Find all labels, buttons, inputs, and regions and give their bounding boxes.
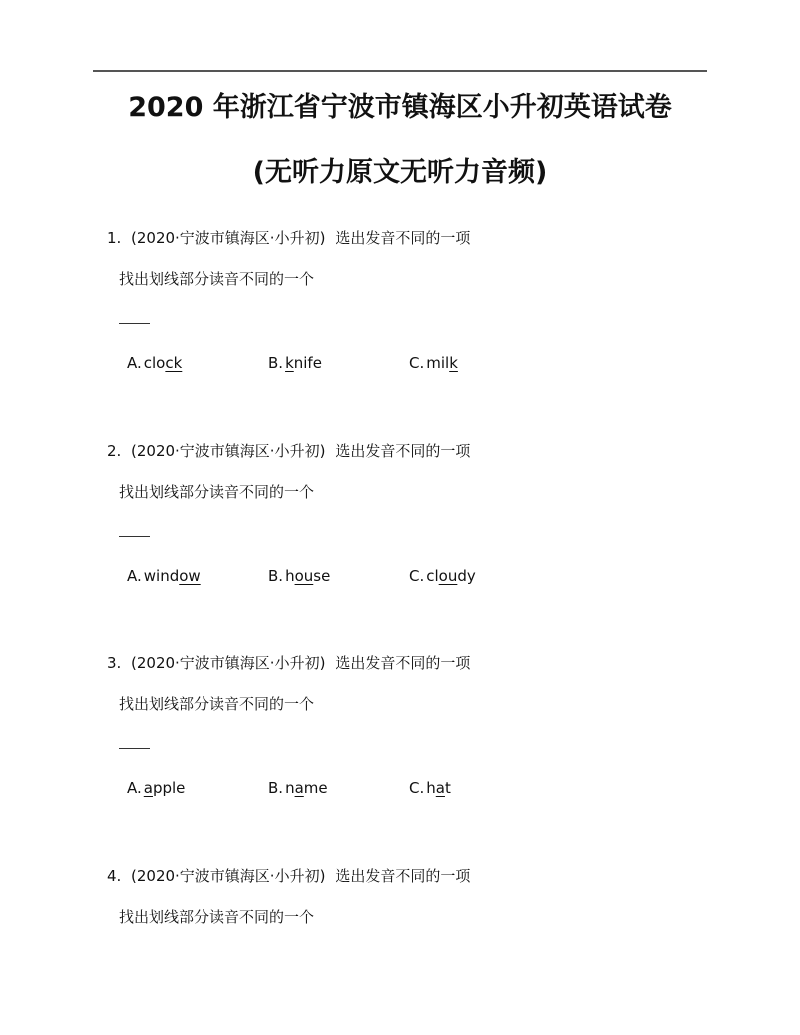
option-letter: C. bbox=[409, 354, 425, 372]
question-source: (2020·宁波市镇海区·小升初) bbox=[131, 442, 326, 460]
question-source: (2020·宁波市镇海区·小升初) bbox=[131, 654, 326, 672]
question-header bbox=[107, 441, 470, 461]
header-rule bbox=[93, 70, 707, 72]
option-c[interactable] bbox=[409, 778, 451, 798]
option-word-part: t bbox=[444, 779, 451, 797]
option-word-part: nife bbox=[293, 354, 322, 372]
underlined-letters: ou bbox=[294, 567, 314, 585]
question-instruction: 找出划线部分读音不同的一个 bbox=[119, 908, 315, 926]
option-word-part: h bbox=[426, 779, 436, 797]
question-2 bbox=[0, 441, 800, 621]
option-c[interactable] bbox=[409, 566, 476, 586]
underlined-letters: a bbox=[294, 779, 304, 797]
underlined-letters: a bbox=[435, 779, 445, 797]
option-word-part: wind bbox=[143, 567, 180, 585]
option-letter: B. bbox=[268, 567, 284, 585]
option-letter: A. bbox=[127, 354, 142, 372]
option-word-part: pple bbox=[152, 779, 186, 797]
question-prompt: 选出发音不同的一项 bbox=[335, 654, 471, 672]
option-word-part: me bbox=[303, 779, 328, 797]
option-word-part: mil bbox=[426, 354, 450, 372]
question-instruction: 找出划线部分读音不同的一个 bbox=[119, 270, 315, 288]
underlined-letters: ou bbox=[438, 567, 458, 585]
underlined-letters: k bbox=[285, 354, 294, 372]
question-3 bbox=[0, 653, 800, 833]
option-a[interactable] bbox=[127, 353, 182, 373]
exam-subtitle: (无听力原文无听力音频) bbox=[252, 157, 548, 188]
question-header bbox=[107, 228, 470, 248]
option-b[interactable] bbox=[268, 353, 322, 373]
option-word-part: h bbox=[285, 567, 295, 585]
question-number: 4. bbox=[107, 867, 122, 885]
underlined-letters: k bbox=[449, 354, 458, 372]
option-c[interactable] bbox=[409, 353, 458, 373]
underlined-letters: ck bbox=[165, 354, 183, 372]
option-word-part: n bbox=[285, 779, 295, 797]
exam-title: 2020 年浙江省宁波市镇海区小升初英语试卷 bbox=[128, 92, 672, 123]
option-word-part: clo bbox=[143, 354, 166, 372]
question-4 bbox=[0, 866, 800, 946]
option-letter: C. bbox=[409, 779, 425, 797]
option-b[interactable] bbox=[268, 778, 328, 798]
underlined-letters: ow bbox=[179, 567, 201, 585]
question-instruction: 找出划线部分读音不同的一个 bbox=[119, 695, 315, 713]
underlined-letters: a bbox=[143, 779, 153, 797]
option-letter: C. bbox=[409, 567, 425, 585]
question-number: 2. bbox=[107, 442, 122, 460]
option-word-part: cl bbox=[426, 567, 439, 585]
question-prompt: 选出发音不同的一项 bbox=[335, 442, 471, 460]
option-b[interactable] bbox=[268, 566, 330, 586]
question-number: 3. bbox=[107, 654, 122, 672]
option-word-part: se bbox=[313, 567, 331, 585]
question-1 bbox=[0, 228, 800, 408]
answer-blank[interactable] bbox=[119, 748, 150, 749]
question-number: 1. bbox=[107, 229, 122, 247]
option-letter: A. bbox=[127, 567, 142, 585]
option-a[interactable] bbox=[127, 778, 185, 798]
option-letter: A. bbox=[127, 779, 142, 797]
option-a[interactable] bbox=[127, 566, 201, 586]
answer-blank[interactable] bbox=[119, 536, 150, 537]
question-source: (2020·宁波市镇海区·小升初) bbox=[131, 867, 326, 885]
question-header bbox=[107, 653, 470, 673]
option-letter: B. bbox=[268, 354, 284, 372]
question-prompt: 选出发音不同的一项 bbox=[335, 867, 471, 885]
question-source: (2020·宁波市镇海区·小升初) bbox=[131, 229, 326, 247]
question-header bbox=[107, 866, 470, 886]
question-instruction: 找出划线部分读音不同的一个 bbox=[119, 483, 315, 501]
question-prompt: 选出发音不同的一项 bbox=[335, 229, 471, 247]
option-word-part: dy bbox=[457, 567, 476, 585]
option-letter: B. bbox=[268, 779, 284, 797]
answer-blank[interactable] bbox=[119, 323, 150, 324]
